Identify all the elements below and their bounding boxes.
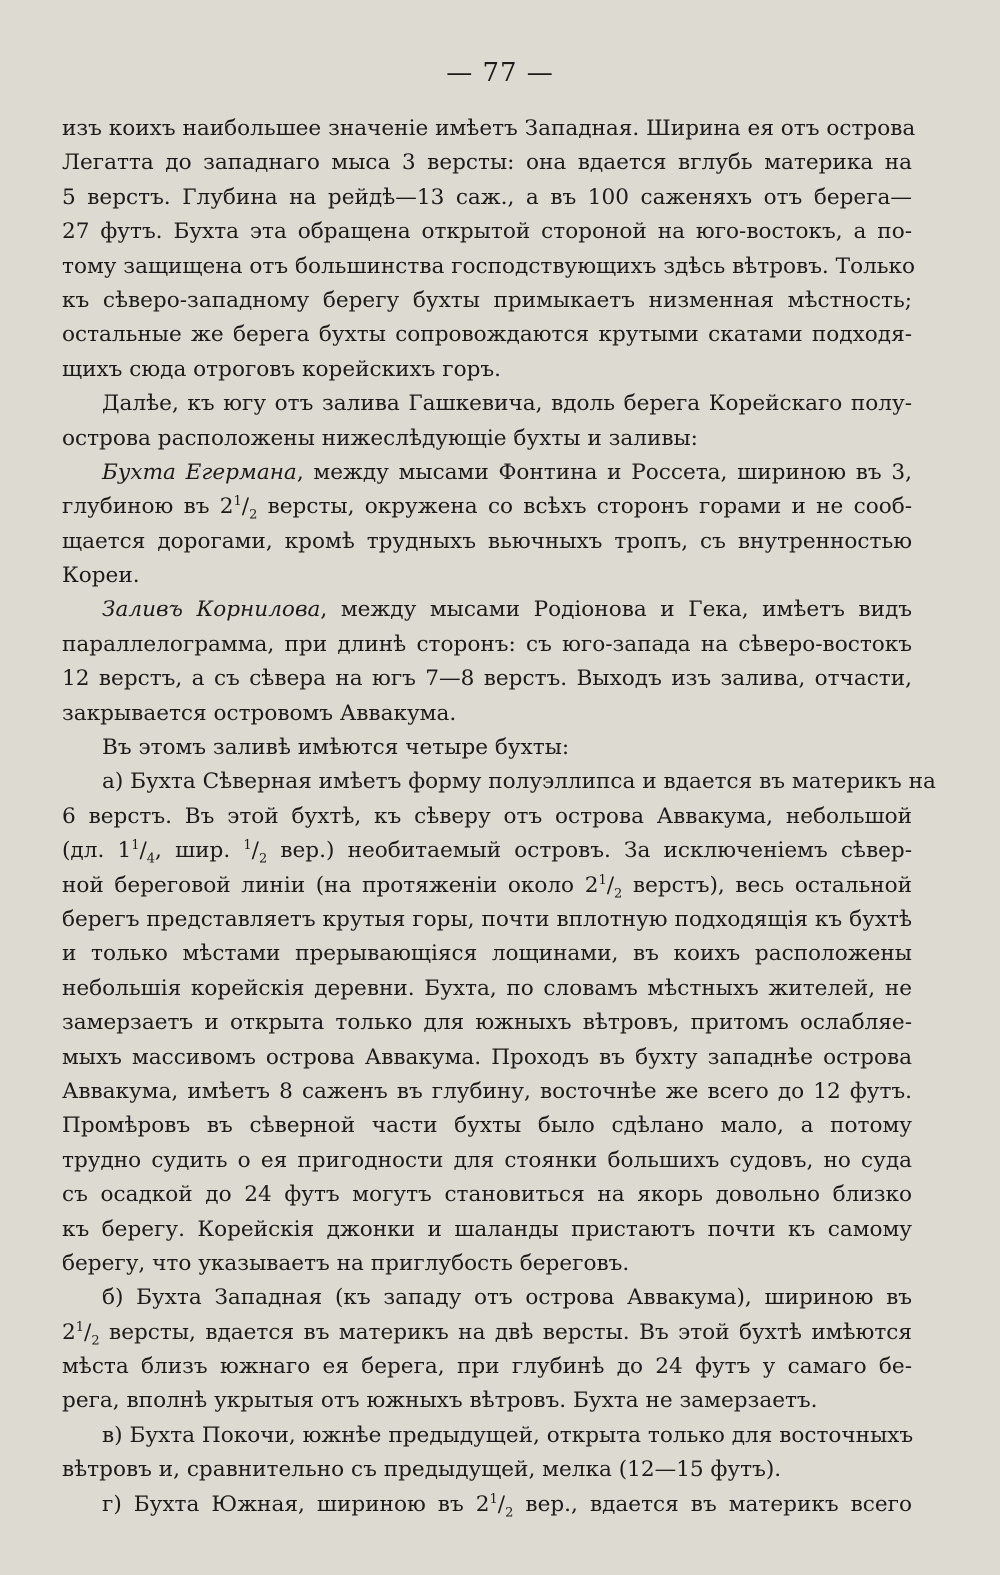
- text-run: 2: [62, 1319, 76, 1345]
- text-run: 5 верстъ. Глубина на рейдѣ—13 саж., а въ 100 саженяхъ отъ берега—: [62, 184, 912, 210]
- text-line: [62, 181, 912, 215]
- text-line: [62, 765, 936, 799]
- text-line: [62, 490, 912, 524]
- text-line: [62, 731, 912, 765]
- text-run: вер.) необитаемый островъ. За исключенiемъ сѣвер-: [267, 838, 913, 864]
- text-run: (дл. 1: [62, 838, 132, 864]
- text-run: Аввакума, имѣетъ 8 саженъ въ глубину, восточнѣе же всего до 12 футъ.: [62, 1078, 912, 1104]
- text-line: [62, 697, 912, 731]
- text-run: небольшiя корейскiя деревни. Бухта, по словамъ мѣстныхъ жителей, не: [62, 975, 912, 1001]
- text-line: [62, 1006, 912, 1040]
- text-run: щается дорогами, кромѣ трудныхъ вьючныхъ тропъ, съ внутренностью: [62, 528, 912, 554]
- superscript: 1: [233, 494, 242, 510]
- body-text: [62, 112, 936, 1522]
- text-run: /: [497, 1491, 506, 1517]
- text-line: [62, 215, 912, 249]
- text-run: 6 верстъ. Въ этой бухтѣ, къ сѣверу отъ острова Аввакума, небольшой: [62, 803, 912, 829]
- text-line: [62, 834, 912, 868]
- text-run: берегъ представляетъ крутыя горы, почти вплотную подходящiя къ бухтѣ: [62, 906, 912, 932]
- superscript: 1: [489, 1491, 498, 1507]
- text-line: [62, 146, 912, 180]
- superscript: 1: [131, 838, 140, 854]
- text-line: [62, 1384, 912, 1418]
- text-line: [62, 422, 912, 456]
- text-line: [62, 1144, 912, 1178]
- page-number: — 77 —: [446, 58, 554, 88]
- text-line: [62, 1453, 912, 1487]
- text-line: [62, 387, 912, 421]
- text-line: [62, 972, 912, 1006]
- text-run: рега, вполнѣ укрытыя отъ южныхъ вѣтровъ. Бухта не замерзаетъ.: [62, 1388, 818, 1414]
- text-run: версты, окружена со всѣхъ сторонъ горами и не сооб-: [257, 494, 912, 520]
- text-run: , между мысами Фонтина и Россета, шириною въ 3,: [296, 459, 912, 485]
- text-run: параллелограмма, при длинѣ сторонъ: съ юго-запада на сѣверо-востокъ: [62, 631, 912, 657]
- text-line: [62, 1213, 912, 1247]
- subscript: 2: [614, 885, 623, 901]
- text-run: Легатта до западнаго мыса 3 версты: она вдается вглубь материка на: [62, 150, 912, 176]
- text-run: /: [251, 838, 259, 864]
- text-line: [62, 456, 912, 490]
- text-line: [62, 628, 912, 662]
- superscript: 1: [598, 872, 607, 888]
- text-line: [62, 525, 912, 559]
- text-line: [62, 1316, 912, 1350]
- text-run: трудно судить о ея пригодности для стоянки большихъ судовъ, но суда: [62, 1147, 912, 1173]
- text-line: [62, 1041, 912, 1075]
- text-run: б) Бухта Западная (къ западу отъ острова Аввакума), шириною въ: [102, 1285, 912, 1311]
- text-line: [62, 284, 912, 318]
- text-run: къ берегу. Корейскiя джонки и шаланды пристаютъ почти къ самому: [62, 1216, 912, 1242]
- text-run: /: [606, 872, 614, 898]
- text-run: берегу, что указываетъ на приглубость береговъ.: [62, 1250, 630, 1276]
- subscript: 2: [249, 507, 258, 523]
- text-run: Промѣровъ въ сѣверной части бухты было сдѣлано мало, а потому: [62, 1113, 912, 1139]
- text-line: [62, 112, 916, 146]
- text-run: 12 верстъ, а съ сѣвера на югъ 7—8 верстъ. Выходъ изъ залива, отчасти,: [62, 666, 912, 692]
- text-run: /: [241, 494, 250, 520]
- text-run: версты, вдается въ материкъ на двѣ версты. Въ этой бухтѣ имѣются: [99, 1319, 912, 1345]
- text-line: [62, 1075, 912, 1109]
- text-run: остальные же берега бухты сопровождаются крутыми скатами подходя-: [62, 322, 912, 348]
- text-line: [62, 1178, 912, 1212]
- subscript: 4: [146, 851, 156, 867]
- text-run: верстъ), весь остальной: [622, 872, 912, 898]
- text-run: вер., вдается въ материкъ всего: [513, 1491, 912, 1517]
- text-run: и только мѣстами прерывающiяся лощинами, въ коихъ расположены: [62, 941, 912, 967]
- text-run: замерзаетъ и открыта только для южныхъ вѣтровъ, притомъ ослабляе-: [62, 1010, 912, 1036]
- text-line: [62, 353, 912, 387]
- superscript: 1: [243, 838, 252, 854]
- text-run: /: [84, 1319, 92, 1345]
- text-line: [62, 662, 912, 696]
- text-line: [62, 1281, 912, 1315]
- text-run: мѣста близъ южнаго ея берега, при глубинѣ до 24 футъ у самаго бе-: [62, 1354, 912, 1380]
- text-run: /: [139, 838, 147, 864]
- text-run: мыхъ массивомъ острова Аввакума. Проходъ въ бухту западнѣе острова: [62, 1044, 912, 1070]
- text-line: [62, 1488, 912, 1522]
- italic-heading: Бухта Егермана: [102, 459, 297, 485]
- text-line: [62, 593, 912, 627]
- text-run: глубиною въ 2: [62, 494, 234, 520]
- text-run: съ осадкой до 24 футъ могутъ становиться на якорь довольно близко: [62, 1182, 912, 1208]
- text-run: , между мысами Родiонова и Гека, имѣетъ видъ: [320, 597, 912, 623]
- text-run: щихъ сюда отроговъ корейскихъ горъ.: [62, 356, 502, 382]
- text-line: [62, 1109, 912, 1143]
- text-run: тому защищена отъ большинства господствующихъ здѣсь вѣтровъ. Только: [62, 253, 916, 279]
- text-run: 27 футъ. Бухта эта обращена открытой стороной на юго-востокъ, а по-: [62, 219, 912, 245]
- subscript: 2: [505, 1504, 514, 1520]
- text-line: [62, 1419, 912, 1453]
- text-line: [62, 800, 912, 834]
- text-run: в) Бухта Покочи, южнѣе предыдущей, открыта только для восточныхъ: [102, 1422, 914, 1448]
- text-run: вѣтровъ и, сравнительно съ предыдущей, мелка (12—15 футъ).: [62, 1457, 782, 1483]
- text-run: къ сѣверо-западному берегу бухты примыкаетъ низменная мѣстность;: [62, 287, 912, 313]
- italic-heading: Заливъ Корнилова: [102, 597, 321, 623]
- text-run: Кореи.: [62, 563, 140, 589]
- text-run: изъ коихъ наибольшее значенiе имѣетъ Западная. Ширина ея отъ острова: [62, 116, 916, 141]
- text-line: [62, 937, 912, 971]
- text-line: [62, 869, 912, 903]
- text-line: [62, 1247, 912, 1281]
- text-run: а) Бухта Сѣверная имѣетъ форму полуэллипса и вдается въ материкъ на: [102, 769, 936, 795]
- text-line: [62, 318, 912, 352]
- text-run: , шир.: [155, 838, 244, 864]
- text-run: Далѣе, къ югу отъ залива Гашкевича, вдоль берега Корейскаго полу-: [102, 391, 912, 417]
- text-run: г) Бухта Южная, шириною въ 2: [102, 1491, 490, 1517]
- subscript: 2: [258, 851, 268, 867]
- text-line: [62, 250, 916, 284]
- text-run: закрывается островомъ Аввакума.: [62, 700, 457, 726]
- text-line: [62, 903, 912, 937]
- text-run: Въ этомъ заливѣ имѣются четыре бухты:: [102, 735, 570, 761]
- text-run: острова расположены нижеслѣдующiе бухты и заливы:: [62, 425, 698, 451]
- text-line: [62, 1350, 912, 1384]
- text-line: [62, 559, 912, 593]
- superscript: 1: [75, 1319, 85, 1335]
- subscript: 2: [91, 1332, 100, 1348]
- text-run: ной береговой линiи (на протяженiи около 2: [62, 872, 599, 898]
